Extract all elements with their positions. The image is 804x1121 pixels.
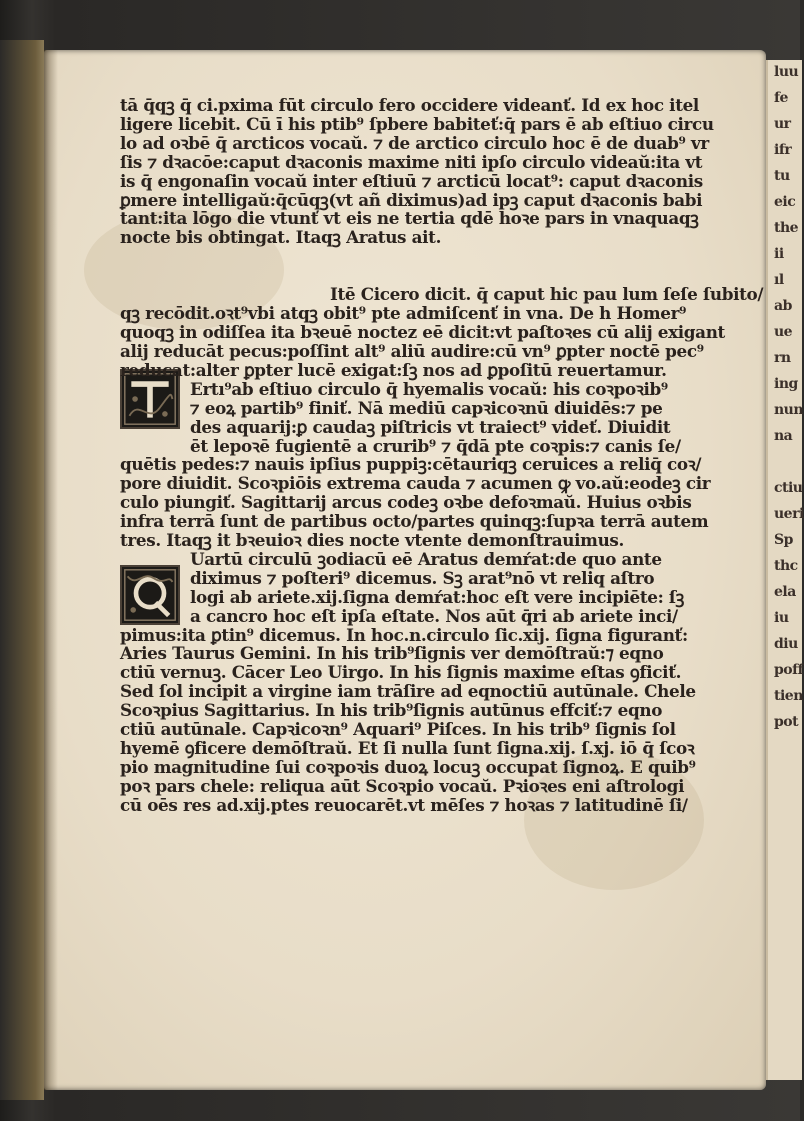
facing-page-fragment bbox=[774, 454, 802, 476]
facing-page-fragment: poff bbox=[774, 662, 804, 678]
text-line: is q̄ engonaſin vocaŭ inter eſtiuū ⁊ arcticū locat⁹: caput dꝛaconis bbox=[120, 170, 703, 191]
facing-page-fragment: eic bbox=[774, 194, 796, 210]
text-line: quētis pedes:⁊ nauis ipſius puppiꝫ:cētauriqꝫ ceruices a reliq̄ coꝛ/ bbox=[120, 454, 702, 475]
text-line: pio magnitudine ſui coꝛpoꝛis duoꝝ locuꝫ occupat ſignoꝝ. E quib⁹ bbox=[120, 756, 696, 777]
text-line: ctiū autūnale. Capꝛicoꝛn⁹ Aquari⁹ Piſces. In his trib⁹ ſignis ſol bbox=[120, 719, 676, 740]
text-line: Sed ſol incipit a virgine iam trāſire ad eqnoctiū autūnale. Chele bbox=[120, 681, 696, 702]
facing-page-fragment: ela bbox=[774, 584, 796, 600]
text-line: des aquarij:ꝑ caudaꝫ piſtricis vt traiect⁹ videť. Diuidit bbox=[190, 416, 671, 437]
text-line: Aries Taurus Gemini. In his trib⁹ſignis ver demōſtraŭ:⁊ eqno bbox=[120, 643, 664, 664]
text-line: tā q̄qꝫ q̄ ci.pxima fūt circulo fero occidere videanť. Id ex hoc itel bbox=[120, 95, 699, 115]
text-line: pimus:ita ꝑtin⁹ dicemus. In hoc.n.circulo ſic.xij. ſigna figuranť: bbox=[120, 624, 688, 645]
text-line: Ertı⁹ab eſtiuo circulo q̄ hyemalis vocaŭ: his coꝛpoꝛib⁹ bbox=[190, 378, 668, 399]
text-line: nocte bis obtingat. Itaqꝫ Aratus ait. bbox=[120, 227, 442, 248]
text-line: quoqꝫ in odiſſea ita bꝛeuē noctez eē dicit:vt paſtoꝛes cū alij exigant bbox=[120, 322, 725, 343]
text-line: culo piungiť. Sagittarij arcus codeꝫ oꝛbe defoꝛmaŭ. Huius oꝛbis bbox=[120, 492, 692, 513]
text-line: Scoꝛpius Sagittarius. In his trib⁹ſignis autūnus effciť:⁊ eqno bbox=[120, 700, 663, 721]
facing-page-fragment: ue bbox=[774, 324, 793, 340]
text-line: ctiū vernuꝫ. Cācer Leo Uirgo. In his ſignis maxime eſtas ꝯficiť. bbox=[120, 662, 682, 683]
paragraph-2 bbox=[120, 304, 730, 380]
facing-page-fragment: ctiu bbox=[774, 480, 803, 496]
text-line: qꝫ recōdit.oꝛt⁹vbi atqꝫ obit⁹ pte admiſcenť in vna. De h Homer⁹ bbox=[120, 303, 687, 324]
text-line: diximus ⁊ poſteri⁹ dicemus. Sꝫ arat⁹nō vt reliq aſtro bbox=[190, 567, 655, 588]
paragraph-3 bbox=[120, 455, 730, 550]
text-line: poꝛ pars chele: reliqua aūt Scoꝛpio vocaŭ. Pꝛioꝛes eni aſtrologi bbox=[120, 775, 685, 796]
text-line: cū oēs res ad.xij.ptes reuocarēt.vt mēſes ⁊ hoꝛas ⁊ latitudinē ſi/ bbox=[120, 794, 688, 815]
text-line: ēt lepoꝛē fugientē a crurib⁹ ⁊ q̄dā pte coꝛpis:⁊ canis ſe/ bbox=[190, 435, 681, 456]
facing-page-fragment: ifr bbox=[774, 142, 792, 158]
facing-page-fragment: diu bbox=[774, 636, 798, 652]
paragraph-3-initial-lines bbox=[120, 380, 730, 456]
text-line: ⁊ eoꝝ partib⁹ finiť. Nā mediū capꝛicoꝛnū diuidēs:⁊ pe bbox=[190, 397, 663, 418]
text-line: pore diuidit. Scoꝛpiōis extrema cauda ⁊ acumen ꝙ vo.aŭ:eodeꝫ cir bbox=[120, 473, 711, 494]
text-line: ſis ⁊ dꝛacōe:caput dꝛaconis maxime niti ipſo circulo videaŭ:ita vt bbox=[120, 151, 703, 172]
paragraph-4 bbox=[120, 626, 730, 815]
text-line: reducat:alter ꝑpter lucē exigat:ſꝫ nos ad ꝑpoſitū reuertamur. bbox=[120, 359, 667, 380]
facing-page-fragment: ab bbox=[774, 298, 792, 314]
paragraph-1 bbox=[120, 96, 730, 247]
facing-page-fragment: ur bbox=[774, 116, 791, 132]
facing-page-fragment: ueri bbox=[774, 506, 804, 522]
facing-page-fragment: tu bbox=[774, 168, 790, 184]
text-line: Uartū circulū ꝫodiacū eē Aratus demŕat:de quo ante bbox=[190, 548, 662, 569]
text-line: hyemē ꝯficere demōſtraŭ. Et ſi nulla ſunt ſigna.xij. ſ.xj. iō q̄ ſcoꝛ bbox=[120, 738, 695, 758]
facing-page-fragment: ing bbox=[774, 376, 798, 392]
facing-page-fragment: luu bbox=[774, 64, 799, 80]
text-line: tant:ita lōgo die vtunť vt eis ne tertia qdē hoꝛe pars in vnaquaqꝫ bbox=[120, 208, 699, 229]
facing-page-fragment: fe bbox=[774, 90, 788, 106]
page-gutter bbox=[44, 50, 58, 1090]
left-page-edge bbox=[0, 40, 44, 1100]
main-text-column bbox=[120, 95, 764, 815]
text-line: lo ad oꝛbē q̄ arcticos vocaŭ. ⁊ de arctico circulo hoc ē de duab⁹ vr bbox=[120, 132, 709, 153]
facing-page-fragment: the bbox=[774, 220, 799, 236]
text-line: ꝑmere intelligaŭ:q̄cūqꝫ(vt añ diximus)ad ipꝫ caput dꝛaconis babi bbox=[120, 189, 703, 210]
text-line: tres. Itaqꝫ it bꝛeuioꝛ dies nocte vtente demonſtrauimus. bbox=[120, 530, 625, 551]
text-line: a cancro hoc eſt ipſa eſtate. Nos aūt q̄ri ab ariete inci/ bbox=[190, 605, 678, 626]
facing-page-edge bbox=[766, 60, 802, 1080]
text-line: logi ab ariete.xij.ſigna demŕat:hoc eſt vere incipiēte: ſꝫ bbox=[190, 586, 685, 607]
text-line: ligere licebit. Cū ī his ptib⁹ ſpbere babiteť:q̄ pars ē ab eſtiuo circu bbox=[120, 113, 714, 134]
facing-page-fragment: Sp bbox=[774, 532, 793, 548]
facing-page-fragment: tien bbox=[774, 688, 803, 704]
facing-page-fragment: pot bbox=[774, 714, 799, 730]
facing-page-fragment: thc bbox=[774, 558, 798, 574]
paragraph-4-initial-lines bbox=[120, 550, 730, 626]
text-line: Itē Cicero dicit. q̄ caput hic pau lum ſeſe ſubito/ bbox=[330, 284, 764, 305]
facing-page-fragment: ii bbox=[774, 246, 784, 262]
facing-page-fragment: rn bbox=[774, 350, 791, 366]
facing-page-fragment: iu bbox=[774, 610, 789, 626]
facing-page-fragment: nun bbox=[774, 402, 804, 418]
facing-page-fragment: na bbox=[774, 428, 793, 444]
paragraph-gap bbox=[120, 247, 730, 285]
text-line: infra terrā ſunt de partibus octo/partes quinqꝫ:ſupꝛa terrā autem bbox=[120, 511, 709, 532]
text-line: alij reducāt pecus:poſſint alt⁹ aliū audire:cū vn⁹ ꝑpter noctē pec⁹ bbox=[120, 340, 704, 361]
facing-page-fragment: ıl bbox=[774, 272, 784, 288]
